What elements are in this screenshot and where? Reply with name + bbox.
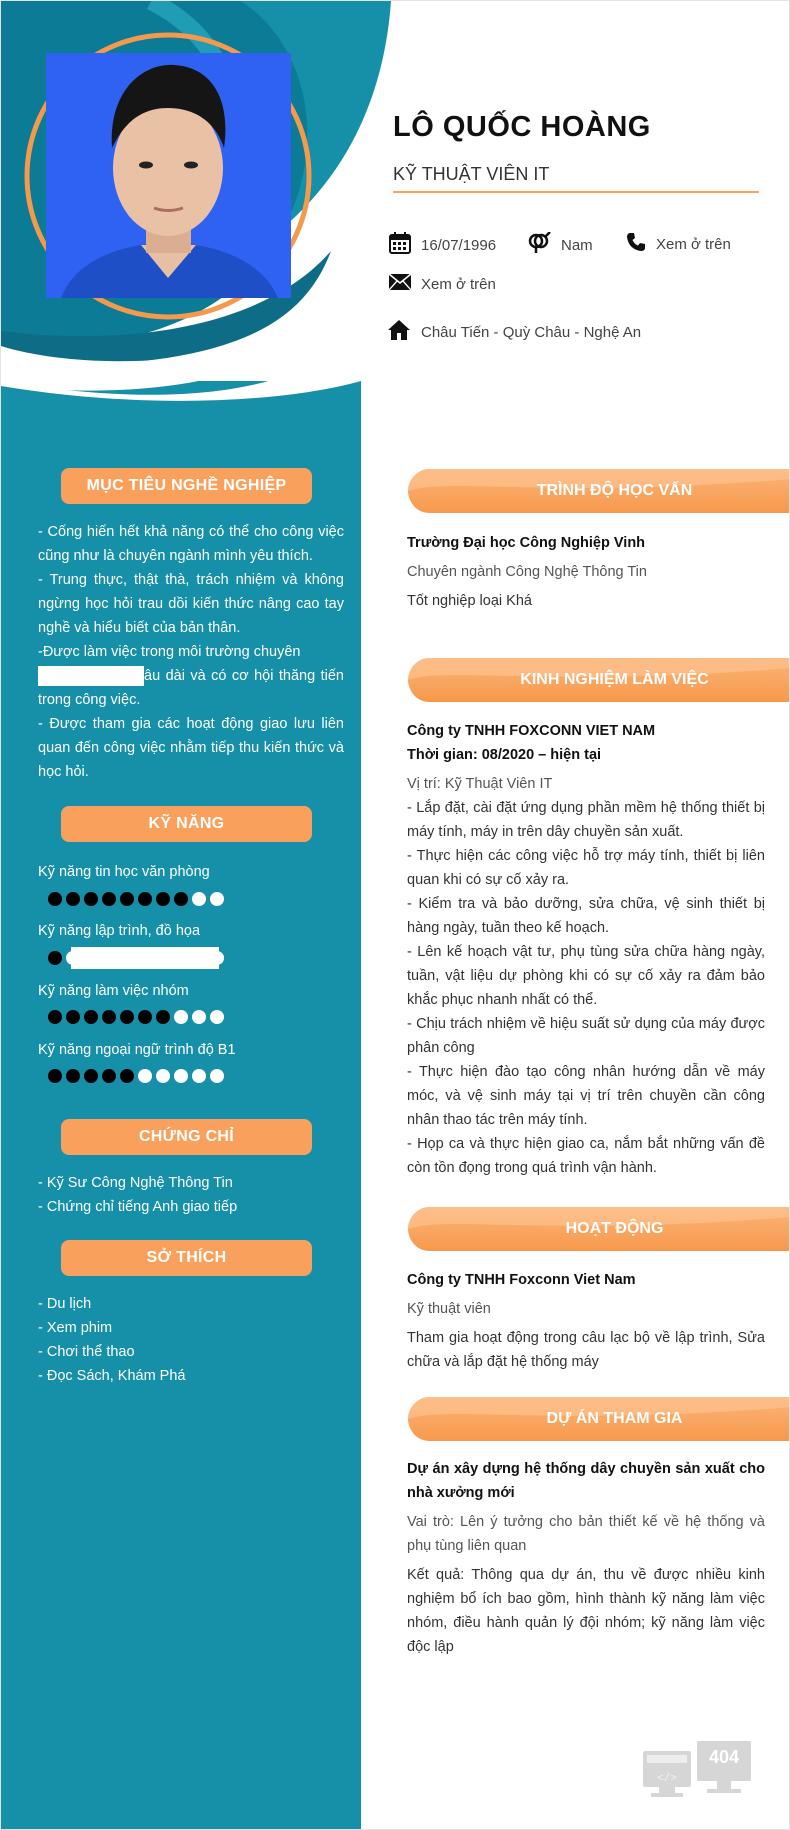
projects-banner: [408, 1397, 790, 1441]
skill-dot-filled: [48, 1069, 62, 1083]
skill-dot-filled: [138, 892, 152, 906]
skill-dots: [48, 1069, 224, 1083]
job-title: KỸ THUẬT VIÊN IT: [393, 164, 550, 184]
activities-content: [407, 1268, 765, 1374]
skill-dot-filled: [174, 892, 188, 906]
objective-heading: MỤC TIÊU NGHỀ NGHIỆP: [61, 468, 312, 504]
experience-duty: - Thực hiện các công việc hỗ trợ máy tính, thiết bị liên quan khi có sự cố xảy ra.: [407, 848, 765, 888]
email-info: [389, 274, 496, 294]
projects-heading: DỰ ÁN THAM GIA: [546, 1410, 683, 1427]
hobby-item: - Xem phim: [38, 1320, 113, 1336]
skill-dot-filled: [120, 892, 134, 906]
skill-dots: [48, 892, 224, 906]
experience-duty: - Thực hiện đào tạo công nhân hướng dẫn về máy móc, và vệ sinh máy tại vị trí trên chuyền cần công nhân thao tác trên máy tính.: [407, 1064, 765, 1128]
skill-dot-empty: [192, 1010, 206, 1024]
skill-dot-filled: [138, 1010, 152, 1024]
svg-text:</>: </>: [657, 1773, 677, 1785]
experience-duty: - Họp ca và thực hiện giao ca, nắm bắt những vấn đề còn tồn đọng trong quá trình vận hành.: [407, 1136, 765, 1176]
experience-content: [407, 719, 765, 1180]
objective-p3b: âu dài và có cơ hội thăng tiến trong công việc.: [38, 668, 344, 708]
hobby-item: - Chơi thể thao: [38, 1344, 135, 1360]
skill-dot-empty: [192, 892, 206, 906]
gender-icon: [527, 232, 551, 258]
skill-dot-empty: [210, 1069, 224, 1083]
skill-dot-filled: [48, 892, 62, 906]
education-school: Trường Đại học Công Nghiệp Vinh: [407, 535, 646, 551]
skill-dot-empty: [192, 1069, 206, 1083]
skill-dot-filled: [102, 1069, 116, 1083]
phone-icon: [626, 232, 646, 256]
certificate-item: - Chứng chỉ tiếng Anh giao tiếp: [38, 1199, 238, 1215]
experience-heading: KINH NGHIỆM LÀM VIỆC: [520, 671, 709, 688]
education-result: Tốt nghiệp loại Khá: [407, 593, 532, 609]
skill-dot-filled: [156, 1010, 170, 1024]
envelope-icon: [389, 274, 411, 294]
objective-p2: - Trung thực, thật thà, trách nhiệm và không ngừng học hỏi trau dồi kiến thức nâng cao tay nghề và hiểu biết của bản thân.: [38, 572, 344, 636]
hobby-item: - Đọc Sách, Khám Phá: [38, 1368, 186, 1384]
gender-info: [527, 232, 593, 258]
home-icon: [387, 319, 411, 345]
phone-info: [626, 232, 731, 256]
redacted-block: [38, 666, 144, 686]
skill-dot-empty: [210, 1010, 224, 1024]
skill-dot-empty: [156, 1069, 170, 1083]
activities-role: Kỹ thuật viên: [407, 1301, 491, 1317]
address-value: Châu Tiến - Quỳ Châu - Nghệ An: [421, 323, 642, 341]
redacted-block: [71, 947, 219, 969]
skill-dot-filled: [66, 892, 80, 906]
skill-dot-filled: [156, 892, 170, 906]
skills-heading: KỸ NĂNG: [61, 806, 312, 842]
experience-period: Thời gian: 08/2020 – hiện tại: [407, 747, 602, 763]
hobbies-list: [38, 1292, 186, 1388]
certificates-heading: CHỨNG CHỈ: [61, 1119, 312, 1155]
skill-dot-filled: [48, 1010, 62, 1024]
education-heading: TRÌNH ĐỘ HỌC VẤN: [536, 482, 693, 499]
skill-dot-empty: [174, 1069, 188, 1083]
hobby-item: - Du lịch: [38, 1296, 92, 1312]
title-underline: [393, 191, 759, 193]
birthday-info: [389, 232, 496, 258]
objective-p3a: -Được làm việc trong môi trường chuyên: [38, 644, 301, 660]
skill-label: Kỹ năng lập trình, đồ họa: [38, 923, 201, 939]
objective-p1: - Cống hiến hết khả năng có thể cho công việc cũng như là chuyên ngành mình yêu thích.: [38, 524, 344, 564]
experience-duty: - Kiểm tra và bảo dưỡng, sửa chữa, vệ sinh thiết bị hàng ngày, tuần theo kế hoạch.: [407, 896, 765, 936]
candidate-name: LÔ QUỐC HOÀNG: [393, 111, 651, 143]
experience-banner: [408, 658, 790, 702]
skill-dot-empty: [174, 1010, 188, 1024]
skill-label: Kỹ năng làm việc nhóm: [38, 983, 189, 999]
skill-label: Kỹ năng tin học văn phòng: [38, 864, 210, 880]
education-content: [407, 531, 765, 613]
skill-dot-filled: [48, 951, 62, 965]
experience-duty: - Lên kế hoạch vật tư, phụ tùng sửa chữa hàng ngày, tuần, vật liệu dự phòng khi có sự cố xảy ra đảm bảo khắc phục nhanh nhất có thể.: [407, 944, 765, 1008]
skill-dot-filled: [102, 1010, 116, 1024]
education-banner: [408, 469, 790, 513]
activities-org: Công ty TNHH Foxconn Viet Nam: [407, 1272, 636, 1288]
skill-dot-filled: [102, 892, 116, 906]
project-name: Dự án xây dựng hệ thống dây chuyền sản xuất cho nhà xưởng mới: [407, 1461, 765, 1501]
project-role: Vai trò: Lên ý tưởng cho bản thiết kế về hệ thống và phụ tùng liên quan: [407, 1514, 765, 1554]
activities-desc: Tham gia hoạt động trong câu lạc bộ về lập trình, Sửa chữa và lắp đặt hệ thống máy: [407, 1330, 765, 1370]
email-value: Xem ở trên: [421, 275, 496, 293]
skill-dot-empty: [210, 892, 224, 906]
experience-duty: - Lắp đặt, cài đặt ứng dụng phần mềm hệ thống thiết bị máy tính, máy in trên dây chuyền sản xuất.: [407, 800, 765, 840]
objective-p4: - Được tham gia các hoạt động giao lưu liên quan đến công việc nhằm tiếp thu kiến thức và học hỏi.: [38, 716, 344, 780]
skill-dot-filled: [84, 1010, 98, 1024]
skill-dot-filled: [84, 1069, 98, 1083]
watermark-logo: [643, 1741, 753, 1806]
experience-duty: - Chịu trách nhiệm về hiệu suất sử dụng của máy được phân công: [407, 1016, 765, 1056]
phone-value: Xem ở trên: [656, 235, 731, 253]
certificate-item: - Kỹ Sư Công Nghệ Thông Tin: [38, 1175, 233, 1191]
calendar-icon: [389, 232, 411, 258]
project-result: Kết quả: Thông qua dự án, thu về được nhiều kinh nghiệm bổ ích bao gồm, hình thành kỹ năng làm việc nhóm, điều hành quản lý đội nhóm; kỹ năng làm việc độc lập: [407, 1567, 765, 1655]
skill-dot-filled: [120, 1010, 134, 1024]
skill-label: Kỹ năng ngoại ngữ trình độ B1: [38, 1042, 236, 1058]
birthday-value: 16/07/1996: [421, 236, 497, 254]
projects-content: [407, 1457, 765, 1659]
objective-text: [38, 520, 344, 784]
address-info: [387, 319, 641, 345]
certificates-list: [38, 1171, 237, 1219]
activities-heading: HOẠT ĐỘNG: [565, 1220, 664, 1237]
experience-company: Công ty TNHH FOXCONN VIET NAM: [407, 723, 656, 739]
experience-position: Vị trí: Kỹ Thuật Viên IT: [407, 776, 553, 792]
profile-photo: [46, 53, 291, 298]
skill-dot-filled: [84, 892, 98, 906]
gender-value: Nam: [561, 236, 593, 254]
skill-dot-filled: [66, 1069, 80, 1083]
skill-dots: [48, 1010, 224, 1024]
skill-dot-filled: [66, 1010, 80, 1024]
skill-dot-empty: [138, 1069, 152, 1083]
activities-banner: [408, 1207, 790, 1251]
hobbies-heading: SỞ THÍCH: [61, 1240, 312, 1276]
skill-dot-filled: [120, 1069, 134, 1083]
education-major: Chuyên ngành Công Nghệ Thông Tin: [407, 564, 647, 580]
watermark-text: 404: [708, 1747, 740, 1767]
